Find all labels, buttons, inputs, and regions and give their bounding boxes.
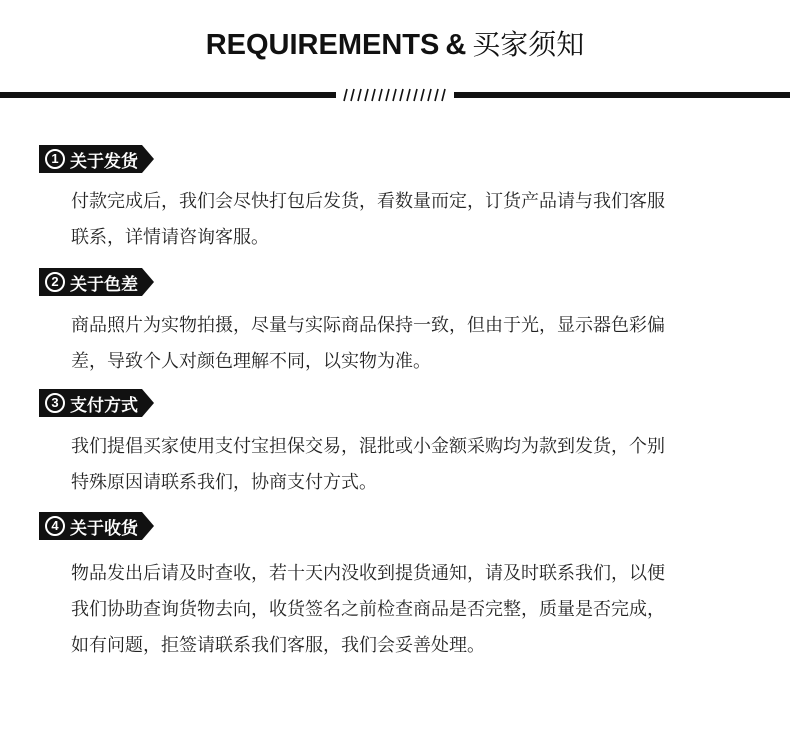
section-number-badge: 2 (45, 272, 65, 292)
divider-slash (358, 89, 361, 101)
divider-slash (421, 89, 424, 101)
section-tag-color-difference (39, 268, 154, 296)
title-divider (0, 88, 790, 102)
divider-slash (372, 89, 375, 101)
divider-slash (435, 89, 438, 101)
text-line: 差，导致个人对颜色理解不同，以实物为准。 (71, 351, 431, 372)
tag-arrow-icon (142, 145, 154, 173)
section-text-color-difference (71, 308, 761, 380)
section-number-badge: 1 (45, 149, 65, 169)
text-line: 特殊原因请联系我们，协商支付方式。 (71, 472, 377, 493)
divider-slash (414, 89, 417, 101)
section-title: 关于收货 (70, 518, 138, 539)
text-line: 商品照片为实物拍摄，尽量与实际商品保持一致，但由于光，显示器色彩偏 (71, 315, 665, 336)
section-tag-shipping (39, 145, 154, 173)
text-line: 如有问题，拒签请联系我们客服，我们会妥善处理。 (71, 635, 485, 656)
section-title: 关于色差 (70, 274, 138, 295)
divider-slash (365, 89, 368, 101)
section-number-badge: 3 (45, 393, 65, 413)
divider-slash (344, 89, 347, 101)
text-line: 我们协助查询货物去向，收货签名之前检查商品是否完整，质量是否完成， (71, 599, 665, 620)
divider-slash (351, 89, 354, 101)
divider-bar-right (454, 92, 790, 98)
section-title: 关于发货 (70, 151, 138, 172)
page-title-english: REQUIREMENTS (205, 29, 440, 61)
text-line: 联系，详情请咨询客服。 (71, 227, 269, 248)
divider-slash (428, 89, 431, 101)
tag-arrow-icon (142, 268, 154, 296)
divider-slash (386, 89, 389, 101)
page-title (0, 22, 790, 67)
section-tag-receiving (39, 512, 154, 540)
section-text-receiving (71, 556, 761, 664)
divider-slash (407, 89, 410, 101)
divider-slash (393, 89, 396, 101)
divider-slash (400, 89, 403, 101)
section-tag-payment (39, 389, 154, 417)
page-title-ampersand: & (445, 29, 467, 61)
page-title-chinese: 买家须知 (472, 28, 585, 61)
divider-slashes (340, 88, 450, 102)
divider-slash (379, 89, 382, 101)
text-line: 付款完成后，我们会尽快打包后发货，看数量而定，订货产品请与我们客服 (71, 191, 665, 212)
section-text-shipping (71, 184, 761, 256)
divider-slash (442, 89, 445, 101)
section-title: 支付方式 (70, 395, 138, 416)
divider-bar-left (0, 92, 336, 98)
section-text-payment (71, 429, 761, 501)
text-line: 物品发出后请及时查收，若十天内没收到提货通知，请及时联系我们，以便 (71, 563, 665, 584)
section-number-badge: 4 (45, 516, 65, 536)
tag-arrow-icon (142, 389, 154, 417)
tag-arrow-icon (142, 512, 154, 540)
text-line: 我们提倡买家使用支付宝担保交易，混批或小金额采购均为款到发货，个别 (71, 436, 665, 457)
